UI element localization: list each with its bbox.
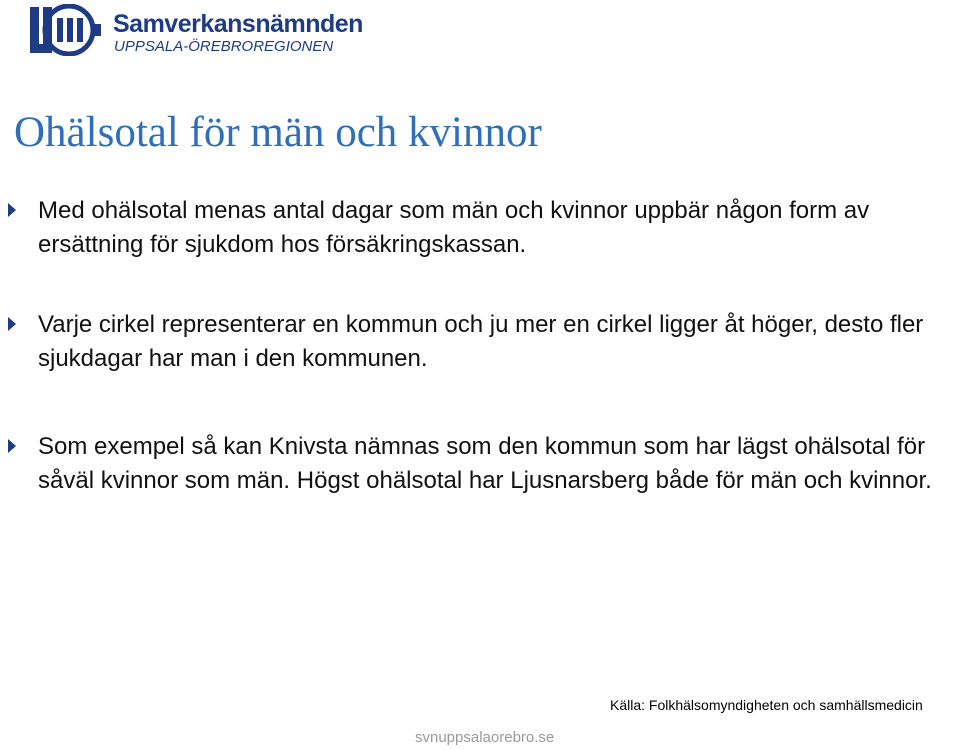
triangle-bullet-icon [8, 203, 16, 217]
footer-website: svnuppsalaorebro.se [415, 729, 555, 746]
bullet-item [8, 308, 948, 376]
bullet-text: Med ohälsotal menas antal dagar som män och kvinnor uppbär någon form av ersättning för sjukdom hos försäkringskassan. [38, 197, 870, 258]
bullet-item [8, 430, 948, 498]
page-title: Ohälsotal för män och kvinnor [14, 109, 542, 156]
source-note: Källa: Folkhälsomyndigheten och samhällsmedicin [610, 697, 923, 713]
logo-name: Samverkansnämnden [113, 10, 363, 38]
logo-mark-icon [27, 4, 105, 56]
logo-region: UPPSALA-ÖREBROREGIONEN [114, 38, 334, 55]
triangle-bullet-icon [8, 439, 16, 453]
bullet-text: Varje cirkel representerar en kommun och ju mer en cirkel ligger åt höger, desto fler sjukdagar har man i den kommunen. [38, 311, 924, 372]
triangle-bullet-icon [8, 317, 16, 331]
bullet-item [8, 194, 948, 262]
organization-logo [27, 4, 367, 56]
bullet-text: Som exempel så kan Knivsta nämnas som den kommun som har lägst ohälsotal för såväl kvinnor som män. Högst ohälsotal har Ljusnarsberg både för män och kvinnor. [38, 433, 932, 494]
